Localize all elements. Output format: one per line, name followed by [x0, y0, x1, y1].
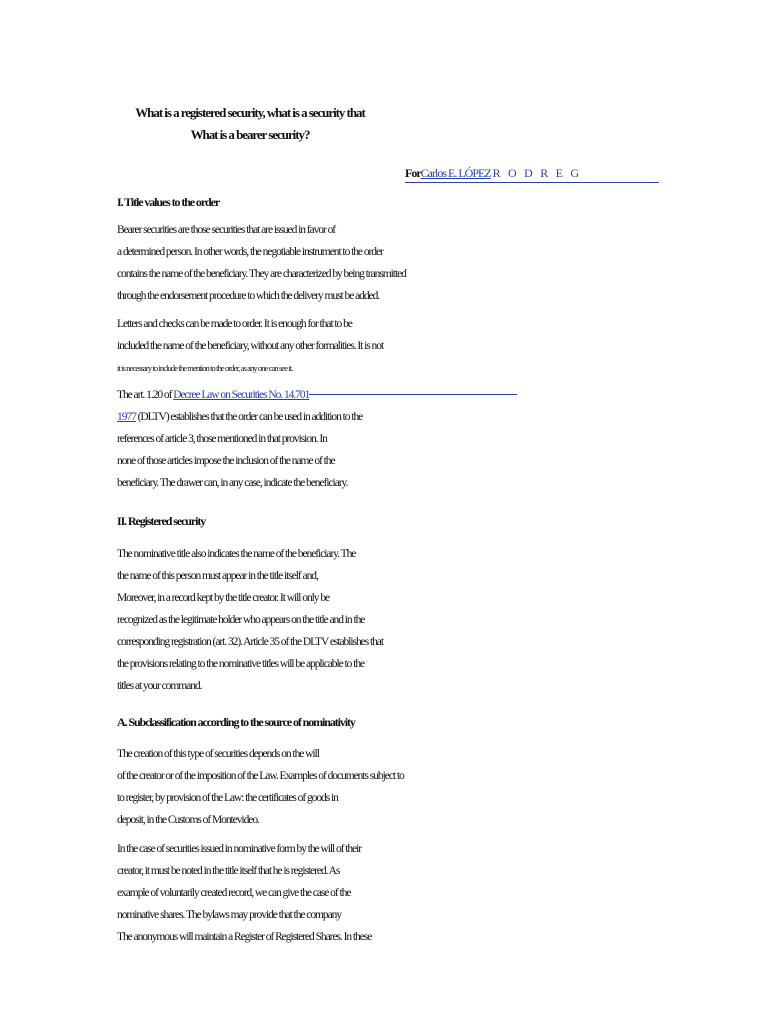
link-underline	[309, 394, 517, 395]
author-prefix: For	[405, 166, 421, 180]
paragraph-letters-checks	[117, 313, 383, 379]
paragraph-decree-law	[117, 384, 517, 494]
author-byline	[405, 166, 659, 183]
decree-rest: (DLTV) establishes that the order can be used in addition to the	[135, 411, 363, 423]
paragraph-line: to register, by provision of the Law: the certificates of goods in	[117, 792, 338, 804]
paragraph-line: none of those articles impose the inclusion of the name of the	[117, 455, 335, 467]
document-title-line-2: What is a bearer security?	[190, 127, 310, 142]
paragraph-line: nominative shares. The bylaws may provide that the company	[117, 909, 342, 921]
paragraph-registered-security	[117, 543, 383, 697]
paragraph-line: The nominative title also indicates the name of the beneficiary. The	[117, 548, 356, 560]
paragraph-line: In the case of securities issued in nominative form by the will of their	[117, 843, 362, 855]
paragraph-line-small: it is necessary to include the mention to the order, as any one can see it.	[117, 363, 293, 373]
paragraph-line: beneficiary. The drawer can, in any case, indicate the beneficiary.	[117, 477, 348, 489]
decree-year-link[interactable]: 1977	[117, 411, 136, 423]
paragraph-line: through the endorsement procedure to which the delivery must be added.	[117, 290, 380, 302]
paragraph-line: Moreover, in a record kept by the title creator. It will only be	[117, 592, 330, 604]
paragraph-creation-securities	[117, 743, 404, 831]
paragraph-line: the provisions relating to the nominative titles will be applicable to the	[117, 658, 365, 670]
paragraph-line: Letters and checks can be made to order. It is enough for that to be	[117, 318, 352, 330]
section-heading-1: I. Title values to the order	[117, 195, 220, 209]
paragraph-line: the name of this person must appear in the title itself and,	[117, 570, 318, 582]
document-title-line-1: What is a registered security, what is a security that	[135, 105, 365, 120]
paragraph-line: The anonymous will maintain a Register of Registered Shares. In these	[117, 931, 372, 943]
paragraph-line: a determined person. In other words, the negotiable instrument to the order	[117, 246, 383, 258]
paragraph-line: titles at your command.	[117, 680, 202, 692]
paragraph-line: contains the name of the beneficiary. They are characterized by being transmitted	[117, 268, 406, 280]
paragraph-nominative-form	[117, 838, 371, 948]
paragraph-line: Bearer securities are those securities that are issued in favor of	[117, 224, 336, 236]
paragraph-bearer-securities	[117, 219, 406, 307]
section-heading-a: A. Subclassification according to the source of nominativity	[117, 715, 355, 729]
paragraph-line	[117, 384, 517, 406]
paragraph-line: recognized as the legitimate holder who appears on the title and in the	[117, 614, 365, 626]
paragraph-line	[117, 406, 517, 428]
decree-law-link[interactable]: Decree Law on Securities No. 14.701	[173, 389, 310, 401]
paragraph-line: of the creator or of the imposition of the Law. Examples of documents subject to	[117, 770, 404, 782]
paragraph-line: example of voluntarily created record, we can give the case of the	[117, 887, 351, 899]
paragraph-line: included the name of the beneficiary, without any other formalities. It is not	[117, 340, 384, 352]
paragraph-line: corresponding registration (art. 32). Article 35 of the DLTV establishes that	[117, 636, 383, 648]
author-link[interactable]: Carlos E. LÓPEZ	[420, 166, 491, 180]
paragraph-line: references of article 3, those mentioned in that provision. In	[117, 433, 327, 445]
paragraph-line: The creation of this type of securities depends on the will	[117, 748, 319, 760]
section-heading-2: II. Registered security	[117, 514, 206, 528]
author-surname-link[interactable]: R O D R E G	[492, 166, 582, 180]
paragraph-line: creator, it must be noted in the title itself that he is registered. As	[117, 865, 340, 877]
decree-prefix: The art. 1.20 of	[117, 389, 174, 401]
paragraph-line: deposit, in the Customs of Montevideo.	[117, 814, 259, 826]
